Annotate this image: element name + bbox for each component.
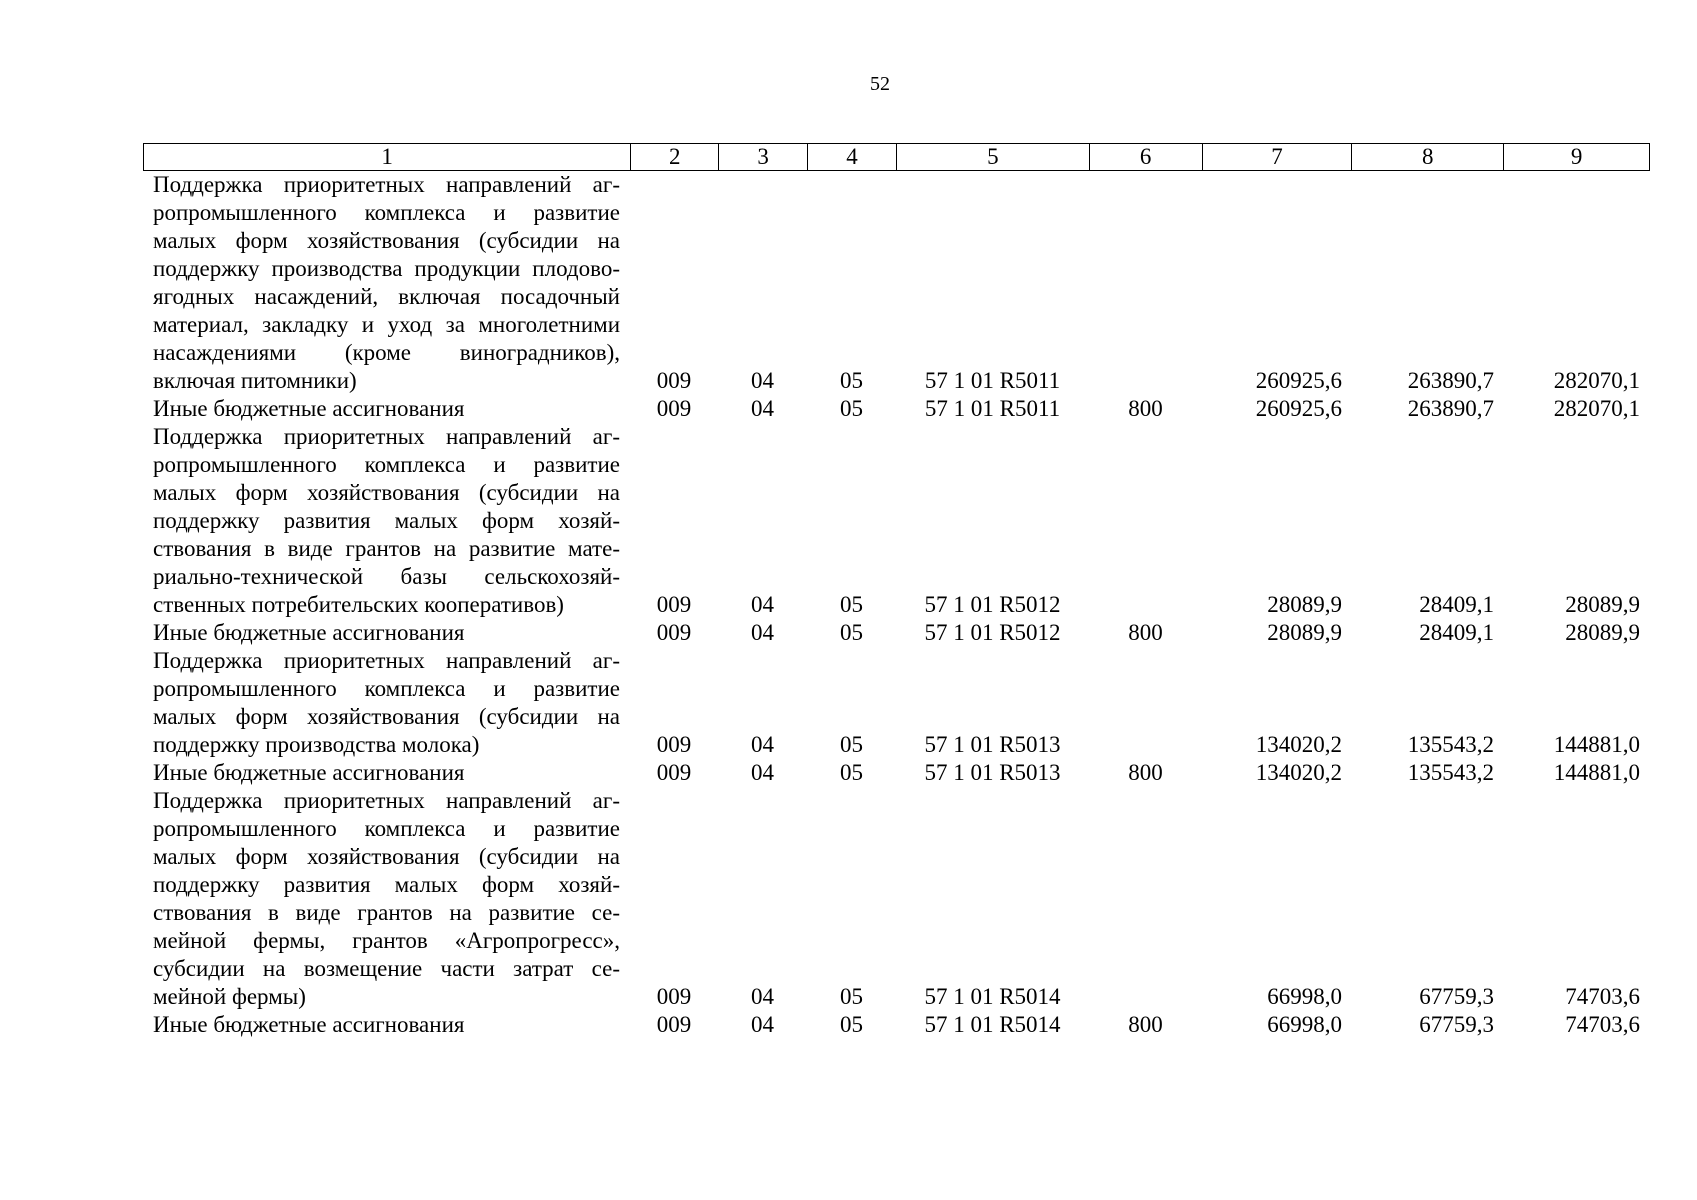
- table-row: [143, 395, 1650, 423]
- section-code: 04: [751, 368, 774, 393]
- amount-col8: 67759,3: [1419, 1012, 1494, 1037]
- target-article-code: 57 1 01 R5014: [924, 984, 1061, 1009]
- section-code: 04: [751, 396, 774, 421]
- admin-code: 009: [656, 396, 692, 421]
- amount-col8: 28409,1: [1419, 592, 1494, 617]
- amount-col7: 66998,0: [1267, 984, 1342, 1009]
- target-article-code: 57 1 01 R5012: [924, 620, 1061, 645]
- row-description: Поддержка приоритетных направлений агропромышленного комплекса и развитие малых форм хозяйствования (субсидии на поддержку развития малых форм хозяйствования в виде грантов на развитие материально-технической базы сельскохозяйственных потребительских кооперативов): [153, 424, 620, 617]
- amount-col9: 74703,6: [1565, 1012, 1640, 1037]
- table-header: [143, 143, 1650, 171]
- subsection-code: 05: [840, 732, 863, 757]
- column-header: 4: [807, 144, 896, 170]
- table-row: [143, 1011, 1650, 1039]
- table-body: [143, 171, 1650, 1039]
- budget-table: [143, 143, 1650, 1039]
- amount-col9: 282070,1: [1553, 396, 1640, 421]
- subsection-code: 05: [840, 760, 863, 785]
- table-row: [143, 759, 1650, 787]
- amount-col8: 263890,7: [1407, 396, 1494, 421]
- subsection-code: 05: [840, 620, 863, 645]
- admin-code: 009: [656, 984, 692, 1009]
- amount-col9: 144881,0: [1553, 760, 1640, 785]
- admin-code: 009: [656, 1012, 692, 1037]
- amount-col7: 28089,9: [1267, 620, 1342, 645]
- amount-col8: 135543,2: [1407, 732, 1494, 757]
- target-article-code: 57 1 01 R5011: [924, 368, 1061, 393]
- row-description: Поддержка приоритетных направлений агропромышленного комплекса и развитие малых форм хозяйствования (субсидии на поддержку производства молока): [153, 648, 620, 757]
- row-description: Иные бюджетные ассигнования: [153, 396, 465, 421]
- amount-col9: 28089,9: [1565, 592, 1640, 617]
- expense-type-code: 800: [1128, 1012, 1163, 1037]
- table-row: [143, 619, 1650, 647]
- column-header: 7: [1202, 144, 1352, 170]
- table-row: [143, 171, 1650, 395]
- target-article-code: 57 1 01 R5013: [924, 732, 1061, 757]
- section-code: 04: [751, 984, 774, 1009]
- column-header: 6: [1089, 144, 1202, 170]
- column-header: 2: [630, 144, 718, 170]
- amount-col9: 74703,6: [1565, 984, 1640, 1009]
- amount-col7: 260925,6: [1255, 368, 1342, 393]
- column-header: 5: [896, 144, 1089, 170]
- amount-col7: 134020,2: [1255, 732, 1342, 757]
- row-description: Иные бюджетные ассигнования: [153, 620, 465, 645]
- amount-col9: 28089,9: [1565, 620, 1640, 645]
- column-header: 9: [1503, 144, 1649, 170]
- amount-col8: 67759,3: [1419, 984, 1494, 1009]
- row-description: Поддержка приоритетных направлений агропромышленного комплекса и развитие малых форм хозяйствования (субсидии на поддержку производства продукции плодово-ягодных насаждений, включая посадочный материал, закладку и уход за многолетними насаждениями (кроме виноградников), включая питомники): [153, 172, 620, 393]
- expense-type-code: 800: [1128, 396, 1163, 421]
- column-header: 3: [718, 144, 807, 170]
- section-code: 04: [751, 620, 774, 645]
- expense-type-code: 800: [1128, 620, 1163, 645]
- subsection-code: 05: [840, 396, 863, 421]
- admin-code: 009: [656, 620, 692, 645]
- section-code: 04: [751, 1012, 774, 1037]
- target-article-code: 57 1 01 R5011: [924, 396, 1061, 421]
- amount-col8: 135543,2: [1407, 760, 1494, 785]
- page-number: 52: [870, 73, 890, 95]
- amount-col7: 134020,2: [1255, 760, 1342, 785]
- section-code: 04: [751, 760, 774, 785]
- admin-code: 009: [656, 760, 692, 785]
- row-description: Поддержка приоритетных направлений агропромышленного комплекса и развитие малых форм хозяйствования (субсидии на поддержку развития малых форм хозяйствования в виде грантов на развитие семейной фермы, грантов «Агропрогресс», субсидии на возмещение части затрат семейной фермы): [153, 788, 620, 1009]
- target-article-code: 57 1 01 R5014: [924, 1012, 1061, 1037]
- column-header: 8: [1351, 144, 1503, 170]
- table-row: [143, 423, 1650, 619]
- section-code: 04: [751, 592, 774, 617]
- admin-code: 009: [656, 592, 692, 617]
- table-row: [143, 647, 1650, 759]
- amount-col7: 260925,6: [1255, 396, 1342, 421]
- section-code: 04: [751, 732, 774, 757]
- target-article-code: 57 1 01 R5012: [924, 592, 1061, 617]
- column-header: 1: [381, 144, 393, 169]
- admin-code: 009: [656, 368, 692, 393]
- table-row: [143, 787, 1650, 1011]
- amount-col8: 28409,1: [1419, 620, 1494, 645]
- row-description: Иные бюджетные ассигнования: [153, 1012, 465, 1037]
- amount-col7: 66998,0: [1267, 1012, 1342, 1037]
- amount-col9: 282070,1: [1553, 368, 1640, 393]
- amount-col8: 263890,7: [1407, 368, 1494, 393]
- expense-type-code: 800: [1128, 760, 1163, 785]
- admin-code: 009: [656, 732, 692, 757]
- subsection-code: 05: [840, 1012, 863, 1037]
- subsection-code: 05: [840, 368, 863, 393]
- amount-col9: 144881,0: [1553, 732, 1640, 757]
- amount-col7: 28089,9: [1267, 592, 1342, 617]
- subsection-code: 05: [840, 592, 863, 617]
- subsection-code: 05: [840, 984, 863, 1009]
- row-description: Иные бюджетные ассигнования: [153, 760, 465, 785]
- target-article-code: 57 1 01 R5013: [924, 760, 1061, 785]
